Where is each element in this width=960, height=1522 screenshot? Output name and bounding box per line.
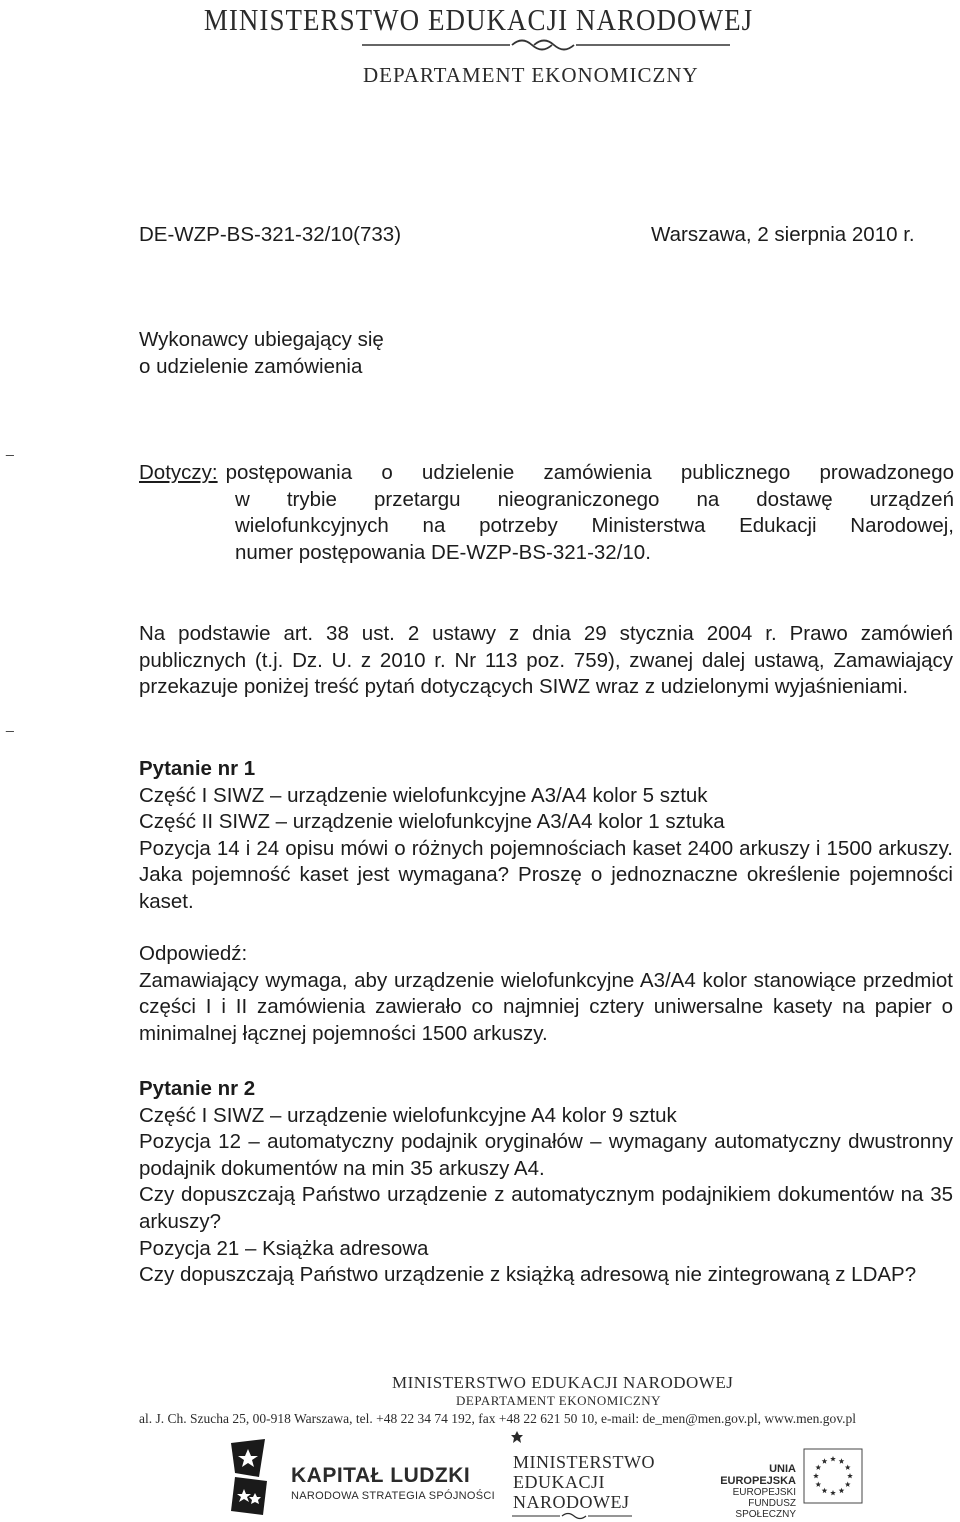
subject-line: postępowania o udzielenie zamówienia publicznego prowadzonego — [225, 461, 954, 484]
men-logo-line: NARODOWEJ — [513, 1492, 630, 1512]
margin-mark: _ — [6, 716, 14, 732]
question-1-title: Pytanie nr 1 — [139, 757, 256, 780]
eu-text-block — [696, 1463, 796, 1520]
question-2-title: Pytanie nr 2 — [139, 1077, 256, 1100]
kapital-ludzki-title: KAPITAŁ LUDZKI — [291, 1464, 471, 1487]
footer-ministry-title: MINISTERSTWO EDUKACJI NARODOWEJ — [392, 1373, 734, 1392]
eu-line: EUROPEJSKI — [732, 1487, 796, 1498]
kapital-ludzki-logo-icon — [229, 1437, 271, 1517]
subject-line: w trybie przetargu nieograniczonego na dostawę urządzeń — [235, 487, 954, 511]
footer-department: DEPARTAMENT EKONOMICZNY — [456, 1393, 662, 1408]
header-department: DEPARTAMENT EKONOMICZNY — [363, 63, 699, 87]
intro-paragraph — [139, 621, 953, 701]
subject-label: Dotyczy: — [139, 461, 218, 484]
answer-1 — [139, 941, 953, 1047]
men-underline-ornament-icon — [512, 1512, 632, 1520]
intro-text: Na podstawie art. 38 ust. 2 ustawy z dnia 29 stycznia 2004 r. Prawo zamówień publicznych (t.j. Dz. U. z 2010 r. Nr 113 poz. 759), zwanej dalej ustawą, Zamawiający przekazuje poniżej treść pytań dotyczących SIWZ wraz z udzielonymi wyjaśnieniami. — [139, 622, 953, 699]
question-2-line: Część I SIWZ – urządzenie wielofunkcyjne A4 kolor 9 sztuk — [139, 1103, 677, 1127]
question-2-line: Czy dopuszczają Państwo urządzenie z automatycznym podajnikiem dokumentów na 35 arkuszy? — [139, 1183, 953, 1233]
kapital-ludzki-subtitle: NARODOWA STRATEGIA SPÓJNOŚCI — [291, 1490, 495, 1502]
men-logo-text — [513, 1452, 655, 1512]
men-logo-line: EDUKACJI — [513, 1472, 605, 1492]
men-logo-line: MINISTERSTWO — [513, 1452, 655, 1472]
question-1-line: Pozycja 14 i 24 opisu mówi o różnych pojemnościach kaset 2400 arkuszy i 1500 arkuszy. Jaka pojemność kaset jest wymagana? Proszę o jednoznaczne określenie pojemności kaset. — [139, 836, 953, 913]
subject-block — [139, 460, 954, 566]
question-2 — [139, 1076, 953, 1289]
question-1-line: Część I SIWZ – urządzenie wielofunkcyjne A3/A4 kolor 5 sztuk — [139, 783, 708, 807]
eu-line: UNIA EUROPEJSKA — [720, 1463, 796, 1487]
document-reference: DE-WZP-BS-321-32/10(733) — [139, 223, 402, 246]
question-2-line: Czy dopuszczają Państwo urządzenie z książką adresową nie zintegrowaną z LDAP? — [139, 1263, 917, 1287]
recipient-line: Wykonawcy ubiegający się — [139, 328, 384, 351]
subject-line: numer postępowania DE-WZP-BS-321-32/10. — [235, 540, 651, 564]
document-date: Warszawa, 2 sierpnia 2010 r. — [651, 223, 915, 246]
recipient-line: o udzielenie zamówienia — [139, 354, 363, 378]
question-1 — [139, 756, 953, 916]
header-ministry-title: MINISTERSTWO EDUKACJI NARODOWEJ — [203, 2, 754, 37]
eu-line: FUNDUSZ SPOŁECZNY — [735, 1498, 796, 1520]
eu-flag-icon — [803, 1448, 863, 1504]
header-ornament-icon — [362, 34, 732, 56]
margin-mark: _ — [6, 440, 14, 456]
answer-1-text: Zamawiający wymaga, aby urządzenie wielofunkcyjne A3/A4 kolor stanowiące przedmiot części I i II zamówienia zawierało co najmniej cztery uniwersalne kasety na papier o minimalnej łącznej pojemności 1500 arkuszy. — [139, 968, 953, 1045]
question-2-line: Pozycja 21 – Książka adresowa — [139, 1236, 429, 1260]
men-eagle-icon — [510, 1430, 524, 1444]
question-1-line: Część II SIWZ – urządzenie wielofunkcyjne A3/A4 kolor 1 sztuka — [139, 810, 725, 834]
footer-address: al. J. Ch. Szucha 25, 00-918 Warszawa, tel. +48 22 34 74 192, fax +48 22 621 50 10, e-mail: de_men@men.gov.pl, www.men.gov.pl — [139, 1411, 856, 1426]
question-2-line: Pozycja 12 – automatyczny podajnik oryginałów – wymagany automatyczny dwustronny podajnik dokumentów na min 35 arkuszy A4. — [139, 1130, 953, 1180]
answer-1-title: Odpowiedź: — [139, 942, 248, 965]
subject-line: wielofunkcyjnych na potrzeby Ministerstwa Edukacji Narodowej, — [235, 514, 954, 538]
recipient-block — [139, 327, 539, 380]
